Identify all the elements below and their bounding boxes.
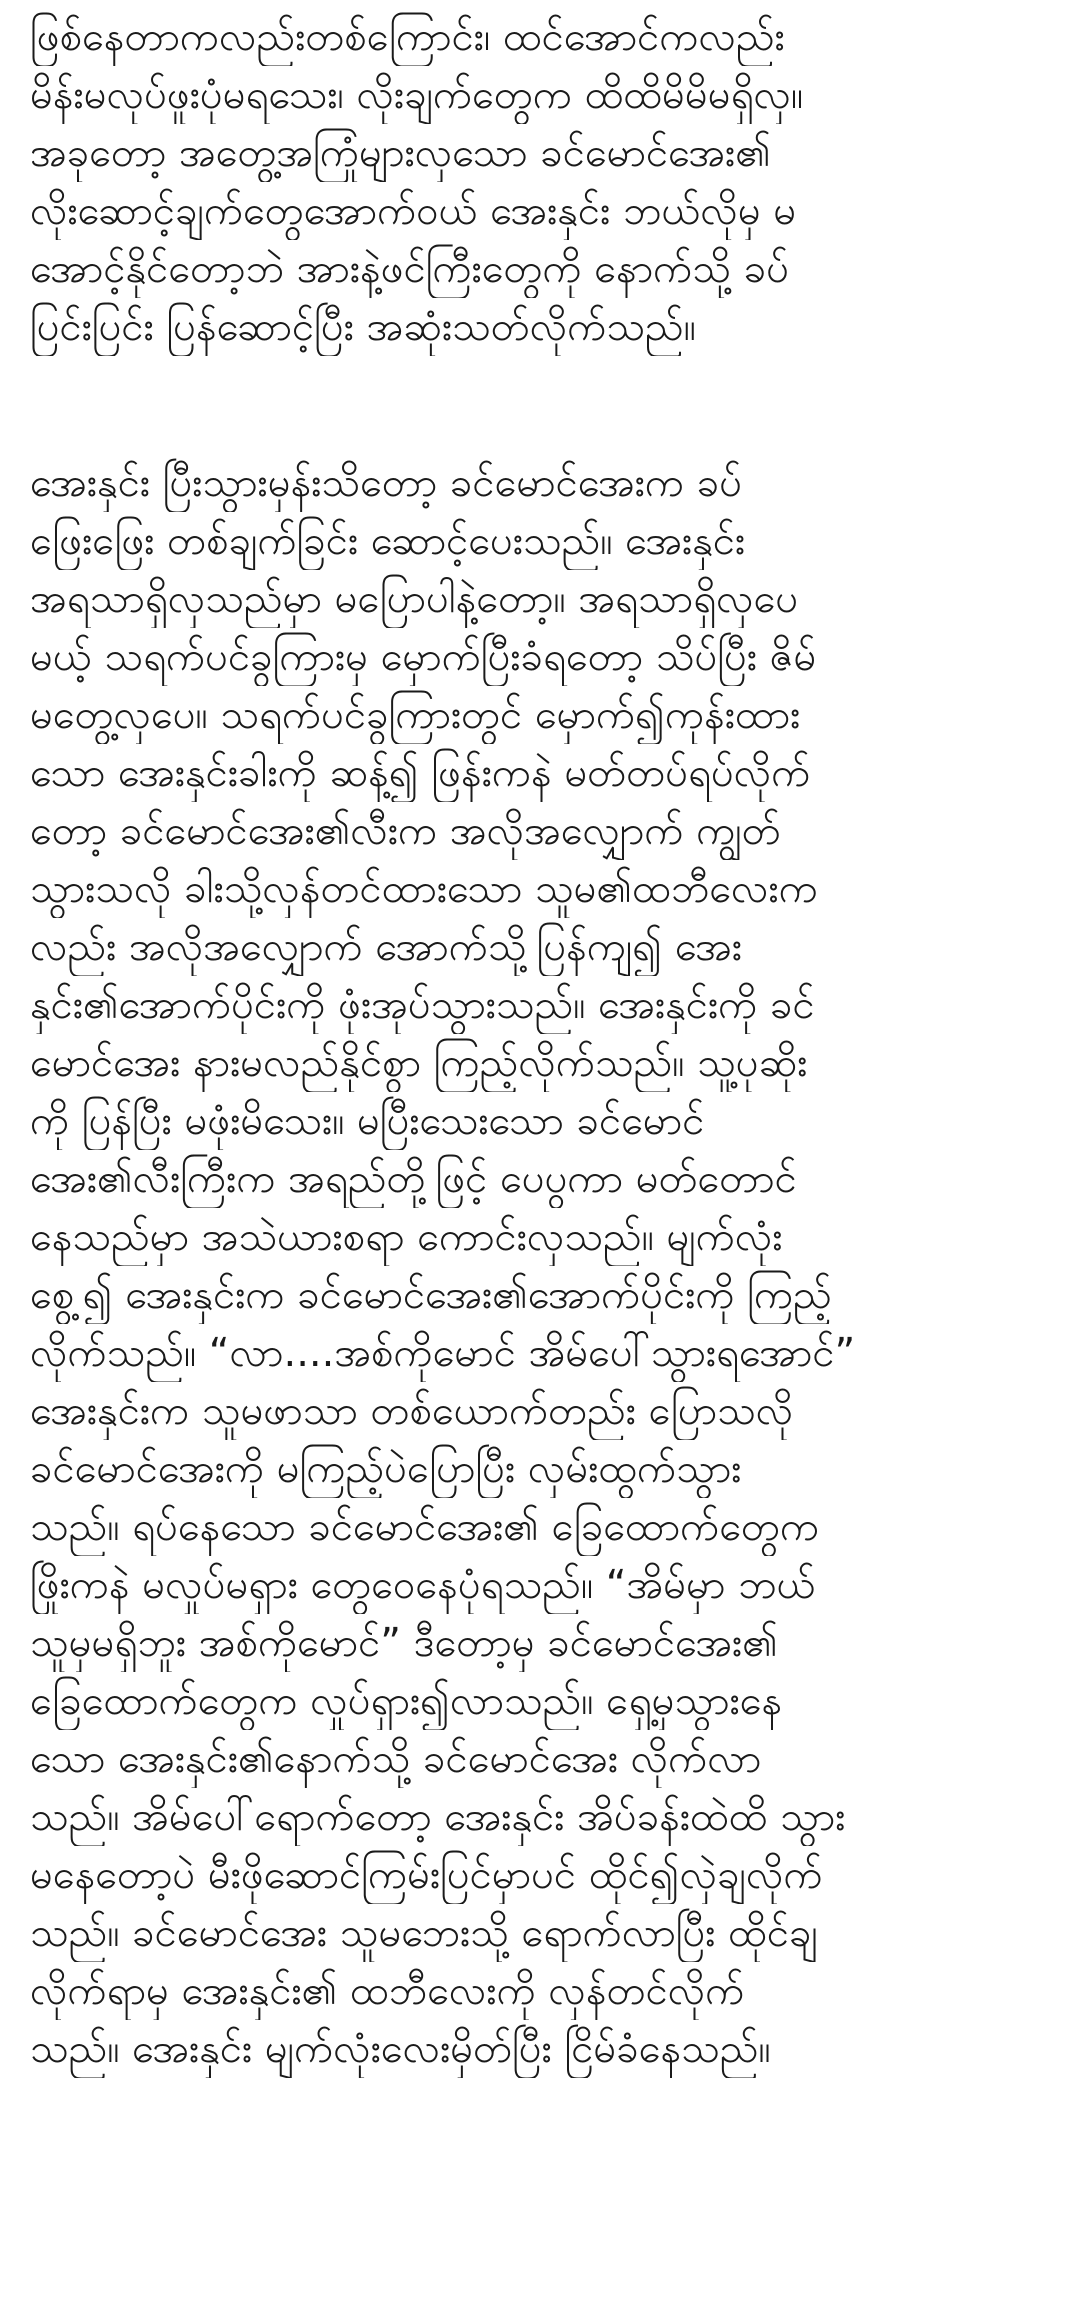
text-line: စွေ့၍ အေးနှင်းက ခင်မောင်အေး၏အောက်ပိုင်းကို ကြည့် xyxy=(30,1272,832,1318)
text-line: လိုက်ရာမှ အေးနှင်း၏ ထဘီလေးကို လှန်တင်လိုက် xyxy=(30,1968,745,2014)
text-line: သည်။ အိမ်ပေါ်ရောက်တော့ အေးနှင်း အိပ်ခန်းထဲထိ သွား xyxy=(30,1794,846,1840)
text-line: သည်။ အေးနှင်း မျက်လုံးလေးမှိတ်ပြီး ငြိမ်ခံနေသည်။ xyxy=(30,2026,771,2072)
text-line: သည်။ ရပ်နေသော ခင်မောင်အေး၏ ခြေထောက်တွေက xyxy=(30,1504,820,1550)
text-line: အခုတော့ အတွေ့အကြုံများလှသော ခင်မောင်အေး၏ xyxy=(30,130,771,176)
cut-off-text-top xyxy=(30,0,1050,4)
text-line: သော အေးနှင်းခါးကို ဆန့်၍ ဖြန်းကနဲ မတ်တပ်ရပ်လိုက် xyxy=(30,750,811,796)
text-line: ပြင်းပြင်း ပြန်ဆောင့်ပြီး အဆုံးသတ်လိုက်သည်။ xyxy=(30,304,696,350)
text-line: ဖြေးဖြေး တစ်ချက်ခြင်း ဆောင့်ပေးသည်။ အေးနှင်း xyxy=(30,518,746,564)
text-line: မယ့် သရက်ပင်ခွကြားမှ မှောက်ပြီးခံရတော့ သိပ်ပြီး ဇိမ် xyxy=(30,634,817,680)
paragraph-2 xyxy=(30,454,1050,2078)
text-line: မနေတော့ပဲ မီးဖိုဆောင်ကြမ်းပြင်မှာပင် ထိုင်၍လှဲချလိုက် xyxy=(30,1852,823,1898)
text-line: သည်။ ခင်မောင်အေး သူမဘေးသို့ ရောက်လာပြီး ထိုင်ချ xyxy=(30,1910,818,1956)
text-line: အေး၏လီးကြီးက အရည်တို့ဖြင့် ပေပွကာ မတ်တောင် xyxy=(30,1156,797,1202)
text-line: သွားသလို ခါးသို့လှန်တင်ထားသော သူမ၏ထဘီလေးက xyxy=(30,866,818,912)
text-line: ခြေထောက်တွေက လှုပ်ရှား၍လာသည်။ ရှေ့မှသွားနေ xyxy=(30,1678,783,1724)
text-line: မိန်းမလုပ်ဖူးပုံမရသေး၊ လိုးချက်တွေက ထိထိမိမိမရှိလှ။ xyxy=(30,72,804,118)
text-line: တော့ ခင်မောင်အေး၏လီးက အလိုအလျှောက် ကျွတ် xyxy=(30,808,781,854)
text-line: မတွေ့လှပေ။ သရက်ပင်ခွကြားတွင် မှောက်၍ကုန်းထား xyxy=(30,692,801,738)
text-line: အရသာရှိလှသည်မှာ မပြောပါနဲ့တော့။ အရသာရှိလှပေ xyxy=(30,576,799,622)
text-line: သူမှမရှိဘူး အစ်ကိုမောင်” ဒီတော့မှ ခင်မောင်အေး၏ xyxy=(30,1620,778,1666)
text-line: အောင့်နိုင်တော့ဘဲ အားနဲ့ဖင်ကြီးတွေကို နောက်သို့ ခပ် xyxy=(30,246,790,292)
text-line: ဖြိုးကနဲ မလှုပ်မရှား တွေဝေနေပုံရသည်။ “အိမ်မှာ ဘယ် xyxy=(30,1562,816,1608)
paragraph-1 xyxy=(30,8,1050,356)
text-line: နှင်း၏အောက်ပိုင်းကို ဖုံးအုပ်သွားသည်။ အေးနှင်းကို ခင် xyxy=(30,982,815,1028)
text-line: ခင်မောင်အေးကို မကြည့်ပဲပြောပြီး လှမ်းထွက်သွား xyxy=(30,1446,742,1492)
text-line: သော အေးနှင်း၏နောက်သို့ ခင်မောင်အေး လိုက်လာ xyxy=(30,1736,762,1782)
text-line: နေသည်မှာ အသဲယားစရာ ကောင်းလှသည်။ မျက်လုံး xyxy=(30,1214,783,1260)
text-line: လိုက်သည်။ “လာ....အစ်ကိုမောင် အိမ်ပေါ်သွားရအောင်” xyxy=(30,1330,856,1376)
text-line: အေးနှင်းက သူမဖာသာ တစ်ယောက်တည်း ပြောသလို xyxy=(30,1388,794,1434)
text-line: လိုးဆောင့်ချက်တွေအောက်ဝယ် အေးနှင်း ဘယ်လိုမှ မ xyxy=(30,188,797,234)
text-line: လည်း အလိုအလျှောက် အောက်သို့ပြန်ကျ၍ အေး xyxy=(30,924,743,970)
text-line: အေးနှင်း ပြီးသွားမှန်းသိတော့ ခင်မောင်အေးက ခပ် xyxy=(30,460,743,506)
text-line: မောင်အေး နားမလည်နိုင်စွာ ကြည့်လိုက်သည်။ သူ့ပုဆိုး xyxy=(30,1040,808,1086)
cut-off-text-bottom xyxy=(30,2292,1050,2310)
text-line: ကို ပြန်ပြီး မဖုံးမိသေး။ မပြီးသေးသော ခင်မောင် xyxy=(30,1098,705,1144)
text-line: ဖြစ်နေတာကလည်းတစ်ကြောင်း၊ ထင်အောင်ကလည်း xyxy=(30,14,785,60)
